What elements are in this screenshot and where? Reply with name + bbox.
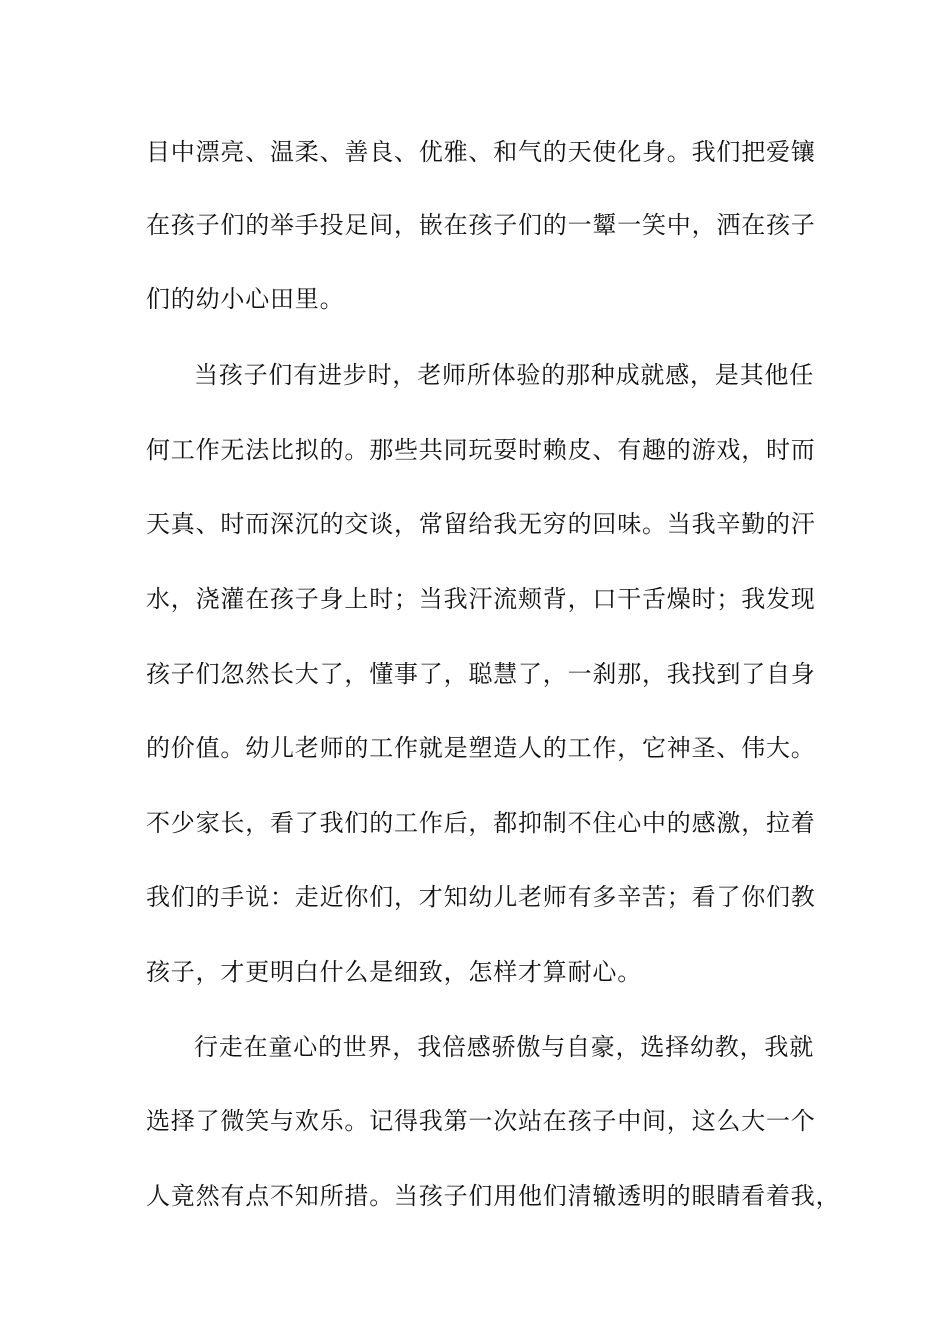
text-line: 孩子们忽然长大了，懂事了，聪慧了，一刹那，我找到了自身 — [146, 660, 816, 688]
text-line: 在孩子们的举手投足间，嵌在孩子们的一颦一笑中，洒在孩子 — [146, 211, 816, 239]
text-line: 选择了微笑与欢乐。记得我第一次站在孩子中间，这么大一个 — [146, 1107, 816, 1135]
text-line: 人竟然有点不知所措。当孩子们用他们清辙透明的眼睛看着我， — [146, 1182, 841, 1210]
text-line: 水，浇灌在孩子身上时；当我汗流颊背，口干舌燥时；我发现 — [146, 585, 816, 613]
text-line: 的价值。幼儿老师的工作就是塑造人的工作，它神圣、伟大。 — [146, 734, 816, 762]
text-line: 不少家长，看了我们的工作后，都抑制不住心中的感激，拉着 — [146, 809, 816, 837]
text-line: 我们的手说：走近你们，才知幼儿老师有多辛苦；看了你们教 — [146, 883, 816, 911]
text-line: 何工作无法比拟的。那些共同玩耍时赖皮、有趣的游戏，时而 — [146, 436, 816, 464]
paragraph-first-line: 行走在童心的世界，我倍感骄傲与自豪，选择幼教，我就 — [194, 1033, 814, 1061]
text-line: 目中漂亮、温柔、善良、优雅、和气的天使化身。我们把爱镶 — [146, 138, 816, 166]
text-line: 们的幼小心田里。 — [146, 285, 345, 313]
text-line: 孩子，才更明白什么是细致，怎样才算耐心。 — [146, 958, 642, 986]
text-line: 天真、时而深沉的交谈，常留给我无穷的回味。当我辛勤的汗 — [146, 510, 816, 538]
paragraph-first-line: 当孩子们有进步时，老师所体验的那种成就感，是其他任 — [194, 361, 814, 389]
